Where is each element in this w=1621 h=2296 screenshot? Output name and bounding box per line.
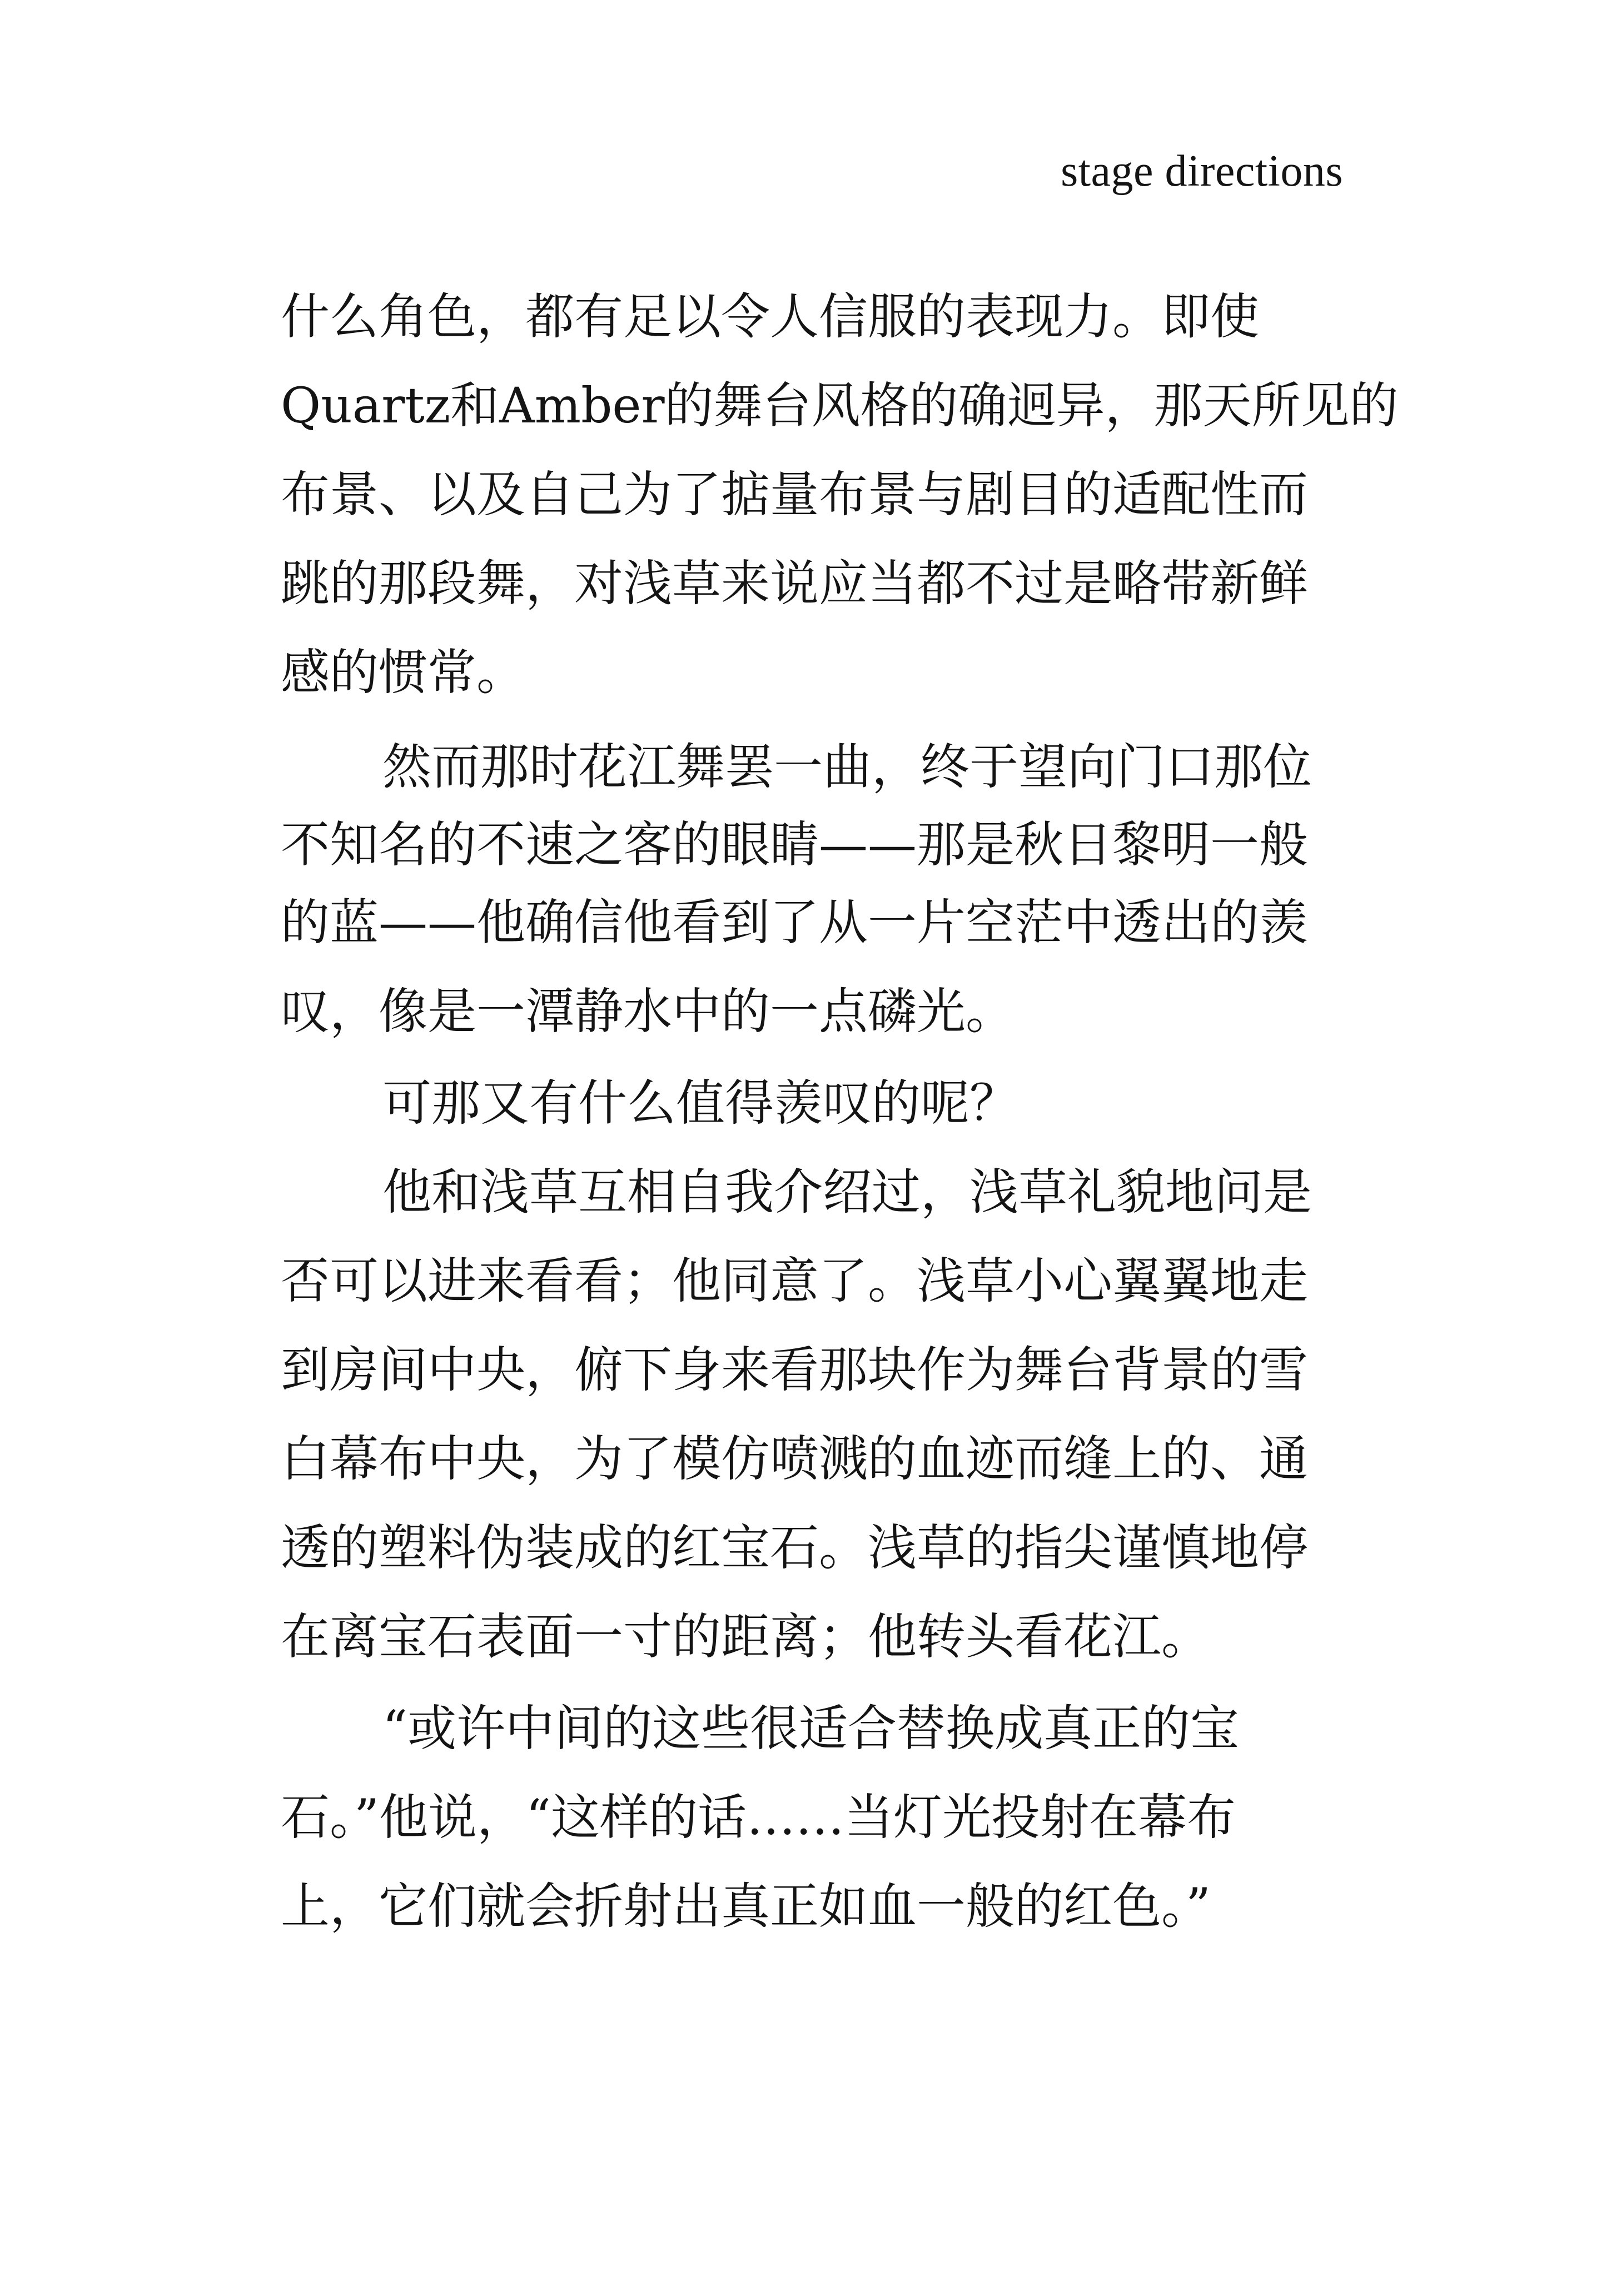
paragraph-first-line: 然而那时花江舞罢一曲，终于望向门口那位 [382, 738, 1312, 795]
text-line: 石。”他说，“这样的话……当灯光投射在幕布 [281, 1789, 1236, 1846]
paragraph-first-line: 可那又有什么值得羡叹的呢？ [382, 1074, 1019, 1132]
text-line: 的蓝——他确信他看到了从一片空茫中透出的羡 [281, 894, 1309, 951]
text-line: 白幕布中央，为了模仿喷溅的血迹而缝上的、通 [281, 1430, 1309, 1487]
text-line: 不知名的不速之客的眼睛——那是秋日黎明一般 [281, 816, 1309, 873]
running-header: stage directions [1061, 147, 1343, 196]
text-line: 跳的那段舞，对浅草来说应当都不过是略带新鲜 [281, 555, 1309, 612]
text-line: 叹，像是一潭静水中的一点磷光。 [281, 983, 1015, 1040]
text-line: 否可以进来看看；他同意了。浅草小心翼翼地走 [281, 1252, 1309, 1309]
text-line: 在离宝石表面一寸的距离；他转头看花江。 [281, 1608, 1211, 1665]
text-line: 透的塑料伪装成的红宝石。浅草的指尖谨慎地停 [281, 1519, 1309, 1576]
paragraph-first-line: 他和浅草互相自我介绍过，浅草礼貌地问是 [382, 1163, 1312, 1221]
text-line: Quartz和Amber的舞台风格的确迥异，那天所见的 [281, 377, 1399, 434]
text-line: 感的惯常。 [281, 644, 526, 701]
text-line: 什么角色，都有足以令人信服的表现力。即使 [281, 288, 1260, 345]
paragraph-first-line: “或许中间的这些很适合替换成真正的宝 [382, 1700, 1239, 1757]
text-line: 上，它们就会折射出真正如血一般的红色。” [281, 1877, 1211, 1935]
text-line: 到房间中央，俯下身来看那块作为舞台背景的雪 [281, 1341, 1309, 1398]
text-line: 布景、以及自己为了掂量布景与剧目的适配性而 [281, 466, 1309, 523]
